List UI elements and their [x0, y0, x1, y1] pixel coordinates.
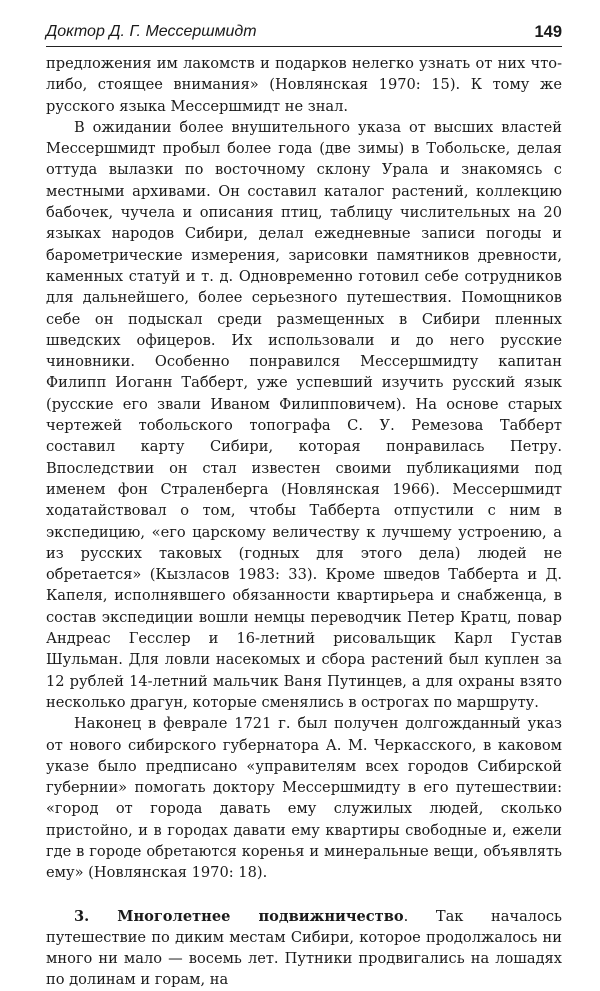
- page-number: 149: [534, 23, 562, 41]
- paragraph: В ожидании более внушительного указа от высших властей Мессершмидт пробыл более года (две зимы) в Тобольске, делая оттуда вылазки по восточному склону Урала и знакомясь с местными архивами. Он составил каталог растений, коллекцию бабочек, чучела и описания птиц, таблицу числительных на 20 языках народов Сибири, делал ежедневные записи погоды и барометрические измерения, зарисовки памятников древности, каменных статуй и т. д. Одновременно готовил себе сотрудников для дальнейшего, более серьезного путешествия. Помощников себе он подыскал среди размещенных в Сибири пленных шведских офицеров. Их использовали и до него русские чиновники. Особенно понравился Мессершмидту капитан Филипп Иоганн Табберт, уже успевший изучить русский язык (русские его звали Иваном Филипповичем). На основе старых чертежей тобольского топографа С. У. Ремезова Табберт составил карту Сибири, которая понравилась Петру. Впоследствии он стал известен своими публикациями под именем фон Страленберга (Новлянская 1966). Мессершмидт ходатайствовал о том, чтобы Табберта отпустили с ним в экспедицию, «его царскому величеству к лучшему устроению, а из русских таковых (годных для этого дела) людей не обретается» (Кызласов 1983: 33). Кроме шведов Табберта и Д. Капеля, исполнявшего обязанности квартирьера и снабженца, в состав экспедиции вошли немцы переводчик Петер Кратц, повар Андреас Гесслер и 16-летний рисовальщик Карл Густав Шульман. Для ловли насекомых и сбора растений был куплен за 12 рублей 14-летний мальчик Ваня Путинцев, а для охраны взято несколько драгун, которые сменялись в острогах по маршруту.: [46, 118, 562, 711]
- section-paragraph: [46, 906, 562, 991]
- body-text: [46, 53, 562, 991]
- section-text: . Так началось путешествие по диким местам Сибири, которое продолжалось ни много ни мало — восемь лет. Путники продвигались на лошадях по долинам и горам, на: [46, 907, 562, 989]
- paragraph: Наконец в феврале 1721 г. был получен долгожданный указ от нового сибирского губернатора А. М. Черкасского, в каковом указе было предписано «управителям всех городов Сибирской губернии» помогать доктору Мессершмидту в его путешествии: «город от города давать ему служилых людей, сколько пристойно, и в городах давати ему квартиры свободные и, ежели где в городе обретаются коренья и минеральные вещи, объявлять ему» (Новлянская 1970: 18).: [46, 715, 562, 882]
- section-heading: 3. Многолетнее подвижничество: [74, 907, 404, 925]
- running-title: Доктор Д. Г. Мессершмидт: [46, 23, 257, 40]
- running-header: [46, 10, 562, 47]
- paragraph-continuation: предложения им лакомств и подарков нелегко узнать от них что-либо, стоящее внимания» (Новлянская 1970: 15). К тому же русского языка Мессершмидт не знал.: [46, 55, 562, 115]
